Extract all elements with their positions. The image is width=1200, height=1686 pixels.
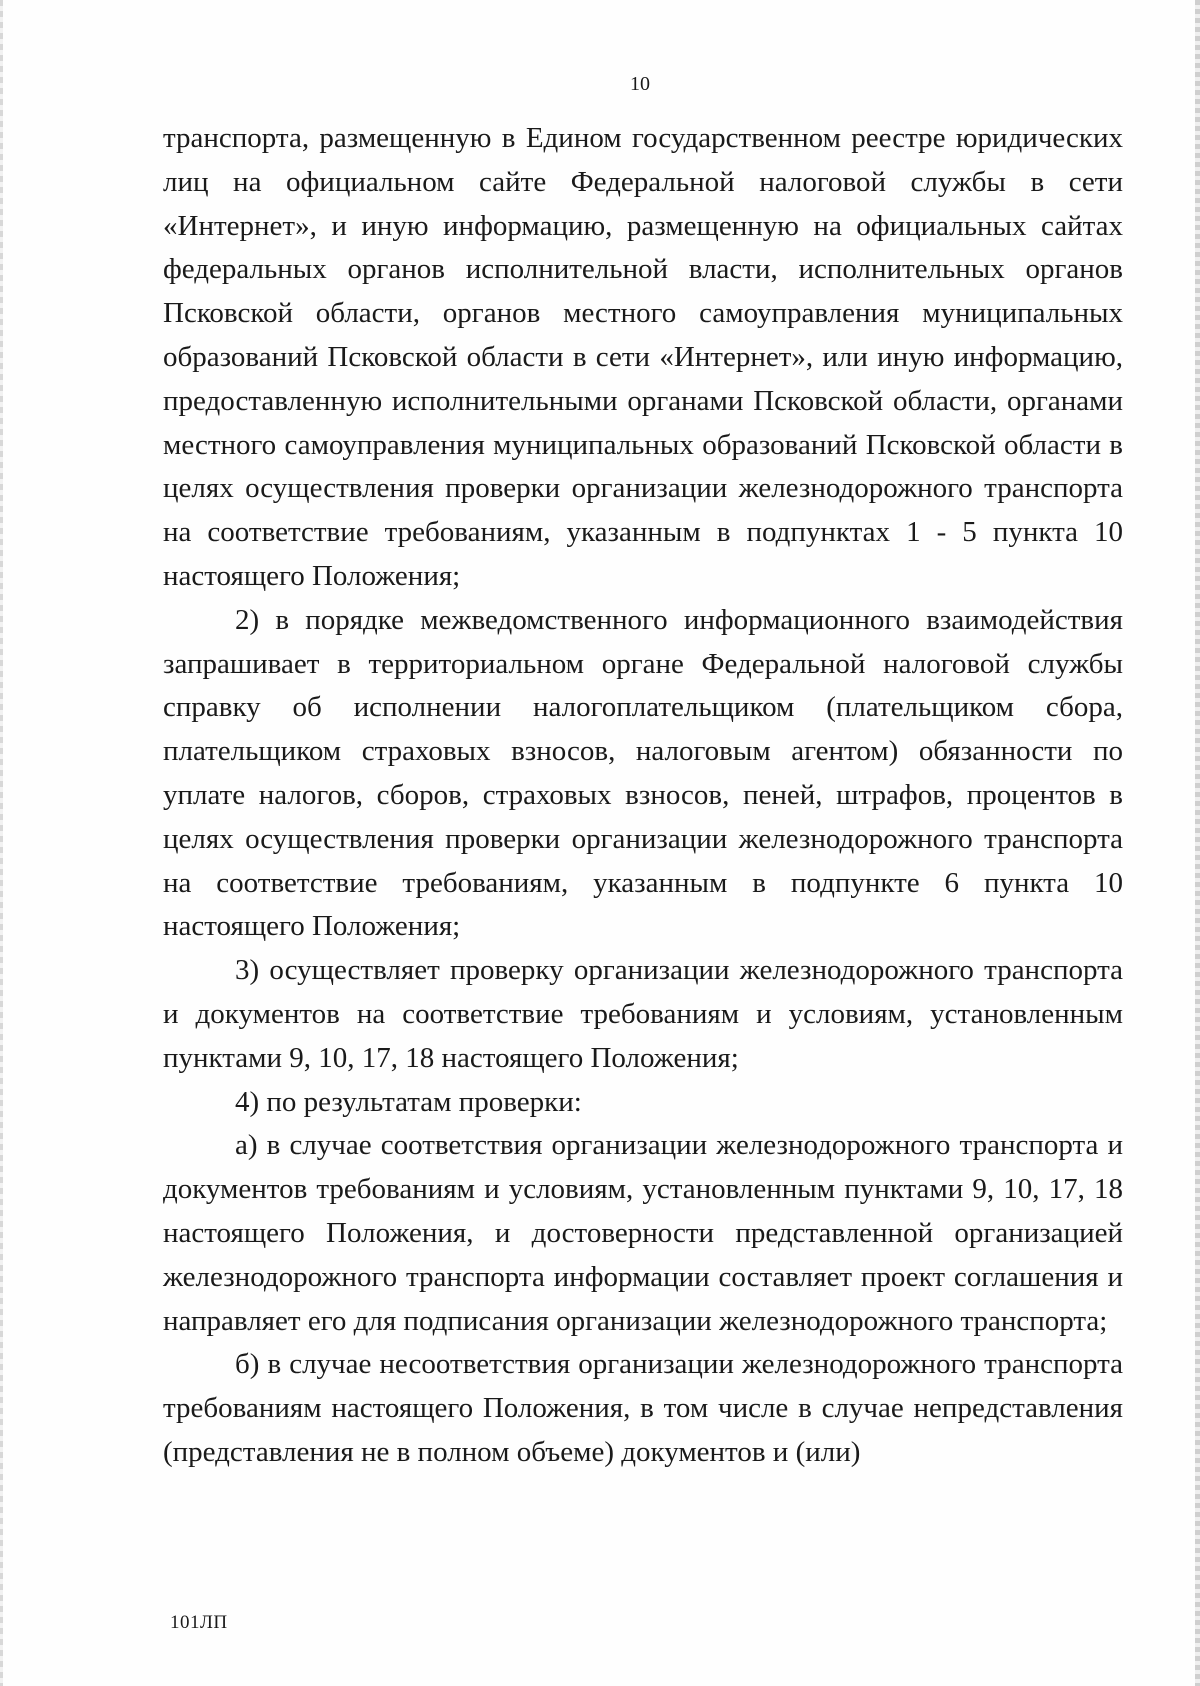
paragraph-subitem-b: б) в случае несоответствия организации железнодорожного транспорта требованиям настоящего Положения, в том числе в случае непредставления (представления не в полном объеме) документов и (или) — [163, 1348, 1123, 1468]
scan-edge-right — [1195, 0, 1200, 1686]
footer-document-code: 101ЛП — [170, 1612, 228, 1633]
paragraph-item-2: 2) в порядке межведомственного информационного взаимодействия запрашивает в территориальном органе Федеральной налоговой службы справку об исполнении налогоплательщиком (плательщиком сбора, плательщиком страховых взносов, налоговым агентом) обязанности по уплате налогов, сборов, страховых взносов, пеней, штрафов, процентов в целях осуществления проверки организации железнодорожного транспорта на соответствие требованиям, указанным в подпункте 6 пункта 10 настоящего Положения; — [163, 603, 1123, 943]
paragraph-subitem-a: а) в случае соответствия организации железнодорожного транспорта и документов требованиям и условиям, установленным пунктами 9, 10, 17, 18 настоящего Положения, и достоверности представленной организацией железнодорожного транспорта информации составляет проект соглашения и направляет его для подписания организации железнодорожного транспорта; — [163, 1129, 1123, 1337]
paragraph-item-4: 4) по результатам проверки: — [235, 1085, 582, 1118]
scan-edge-left — [0, 0, 3, 1686]
page-number: 10 — [630, 73, 650, 95]
document-body — [163, 117, 1123, 1475]
paragraph-item-3: 3) осуществляет проверку организации железнодорожного транспорта и документов на соответствие требованиям и условиям, установленным пунктами 9, 10, 17, 18 настоящего Положения; — [163, 954, 1123, 1074]
paragraph-continuation: транспорта, размещенную в Едином государственном реестре юридических лиц на официальном сайте Федеральной налоговой службы в сети «Интернет», и иную информацию, размещенную на официальных сайтах федеральных органов исполнительной власти, исполнительных органов Псковской области, органов местного самоуправления муниципальных образований Псковской области в сети «Интернет», или иную информацию, предоставленную исполнительными органами Псковской области, органами местного самоуправления муниципальных образований Псковской области в целях осуществления проверки организации железнодорожного транспорта на соответствие требованиям, указанным в подпунктах 1 - 5 пункта 10 настоящего Положения; — [163, 122, 1123, 592]
